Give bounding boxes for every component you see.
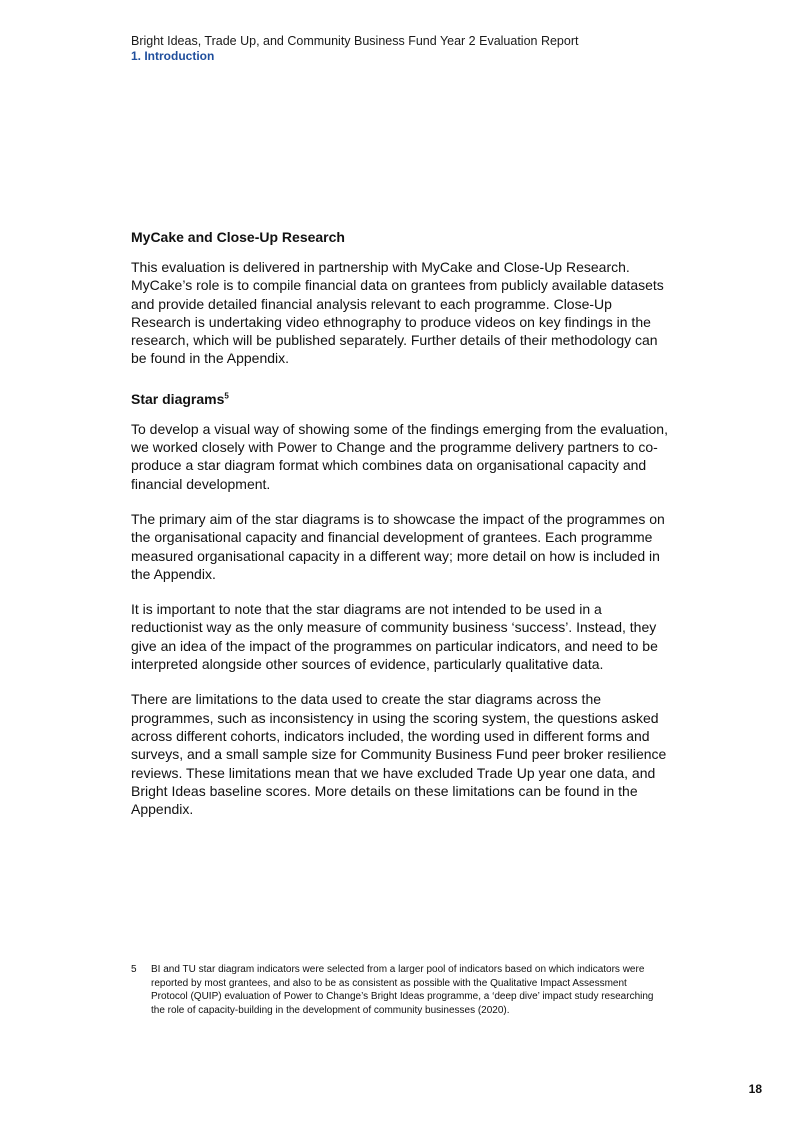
running-header	[131, 34, 731, 64]
paragraph: It is important to note that the star diagrams are not intended to be used in a reductionist way as the only measure of community business ‘success’. Instead, they give an idea of the impact of the programmes on particular indicators, and need to be interpreted alongside other sources of evidence, particularly qualitative data.	[131, 601, 658, 673]
section-heading-mycake: MyCake and Close-Up Research	[131, 229, 345, 245]
footnote-number: 5	[131, 964, 137, 975]
section-heading-star-diagrams	[131, 390, 671, 408]
section-label: 1. Introduction	[131, 49, 215, 63]
main-content	[131, 228, 671, 835]
paragraph: The primary aim of the star diagrams is to showcase the impact of the programmes on the organisational capacity and financial development of grantees. Each programme measured organisational capacity in a different way; more detail on how is included in the Appendix.	[131, 510, 665, 582]
section-mycake	[131, 228, 671, 368]
footnote-reference: 5	[224, 391, 229, 401]
page-number: 18	[748, 1082, 762, 1096]
section-star-diagrams	[131, 390, 671, 819]
section-heading-text: Star diagrams	[131, 390, 225, 407]
paragraph: This evaluation is delivered in partnership with MyCake and Close-Up Research. MyCake’s role is to compile financial data on grantees from publicly available datasets and provide detailed financial analysis relevant to each programme. Close-Up Research is undertaking video ethnography to produce videos on key findings in the research, which will be published separately. Further details of their methodology can be found in the Appendix.	[131, 259, 664, 367]
paragraph: There are limitations to the data used to create the star diagrams across the programmes, such as inconsistency in using the scoring system, the questions asked across different cohorts, indicators included, the wording used in different forms and surveys, and a small sample size for Community Business Fund peer broker resilience reviews. These limitations mean that we have excluded Trade Up year one data, and Bright Ideas baseline scores. More details on these limitations can be found in the Appendix.	[131, 691, 667, 818]
report-title: Bright Ideas, Trade Up, and Community Business Fund Year 2 Evaluation Report	[131, 34, 579, 48]
footnote	[131, 963, 661, 1017]
paragraph: To develop a visual way of showing some of the findings emerging from the evaluation, we worked closely with Power to Change and the programme delivery partners to co-produce a star diagram format which combines data on organisational capacity and financial development.	[131, 420, 668, 492]
footnote-text: BI and TU star diagram indicators were selected from a larger pool of indicators based on which indicators were reported by most grantees, and also to be as consistent as possible with the Qualitative Impact Assessment Protocol (QUIP) evaluation of Power to Change’s Bright Ideas programme, a ‘deep dive’ impact study researching the role of capacity-building in the development of community businesses (2020).	[151, 964, 654, 1016]
